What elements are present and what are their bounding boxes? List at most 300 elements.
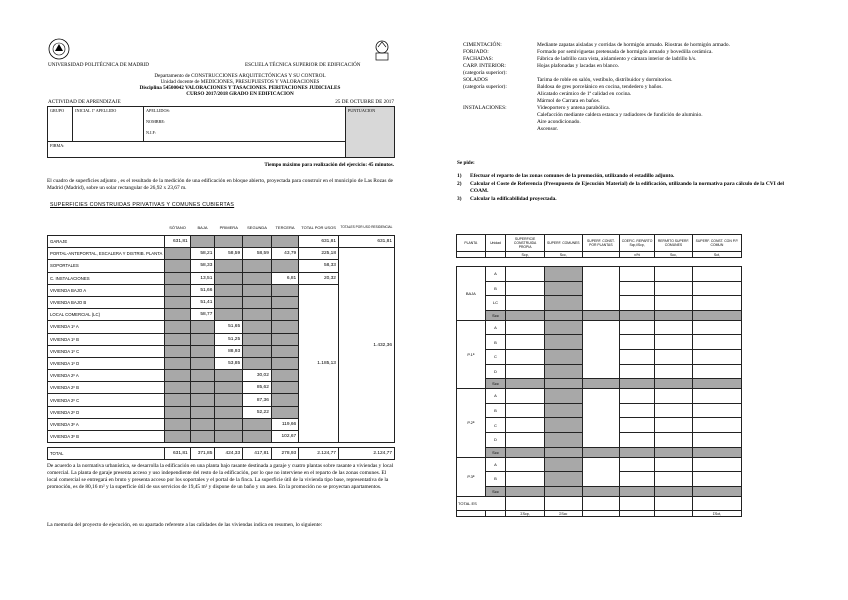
input-cell[interactable] [692,457,741,472]
value-cell [271,357,298,369]
foot-cell [457,511,486,517]
input-cell[interactable] [620,267,655,282]
input-cell[interactable] [582,310,619,320]
input-cell[interactable] [506,389,545,404]
total-cell: 2.124,77 [299,448,339,460]
spec-value: Calefacción mediante caldera estanca y radiadores de fundición de aluminio. [537,112,703,118]
spec-row [463,112,803,119]
input-cell[interactable] [582,486,619,496]
total-cell: 417,81 [243,448,272,460]
value-cell [165,394,190,406]
puntuacion-cell: PUNTUACION [345,107,394,158]
task-text: Calcular el Coste de Referencia (Presupuesto de Ejecución Material) de la edificación, utilizando la normativa para cálculo de la CVI del COAM. [470,181,784,194]
value-cell [243,431,272,443]
input-cell[interactable] [620,296,655,311]
value-cell: 43,79 [271,248,298,260]
input-cell[interactable] [692,472,741,487]
input-cell[interactable] [506,418,545,433]
header-row [457,235,742,252]
value-cell: 51,65 [215,321,243,333]
th-primera: PRIMERA [219,224,238,230]
input-cell[interactable] [692,389,741,404]
spec-value: Hojas plafonadas y lacadas en blanco. [537,63,620,69]
inicial-cell[interactable]: INICIAL 1º APELLIDO [73,107,144,142]
value-cell [215,394,243,406]
input-cell[interactable] [506,457,545,472]
value-cell: 88,93 [215,345,243,357]
surfaces-table [47,219,395,460]
row-label: VIVIENDA 2º B [48,382,165,394]
input-cell[interactable] [655,296,693,311]
time-note: Tiempo máximo para realización del ejercicio: 45 minutos. [264,162,394,168]
foot-cell [582,511,619,517]
unit-label: A [485,389,506,404]
unit-line: Unidad docente de MEDICIONES, PRESUPUESTOS Y VALORACIONES [160,79,320,85]
input-cell[interactable] [544,447,582,457]
value-cell [215,284,243,296]
task-item [457,173,803,180]
value-cell [243,333,272,345]
value-cell [271,345,298,357]
input-cell[interactable] [620,310,655,320]
unit-label: LC [485,296,506,311]
value-cell [165,248,190,260]
unit-cell: Scc, [655,252,693,258]
spec-key: INSTALACIONES: [463,105,507,111]
value-cell [165,272,190,284]
input-cell[interactable] [544,457,582,472]
spec-value: Aire acondicionado. [537,119,581,125]
residencial-total-cell: 1.432,36 [338,248,394,443]
table-row [457,389,742,404]
input-cell[interactable] [582,457,619,486]
total-cell: 2.124,77 [338,448,394,460]
value-cell [215,431,243,443]
spec-key: FACHADAS: [463,56,494,62]
input-cell[interactable] [506,379,545,389]
table-row [48,248,395,260]
value-cell [165,296,190,308]
total-cell: 631,81 [165,448,190,460]
total-cell[interactable] [620,496,655,511]
foot-cell [655,511,693,517]
input-cell[interactable] [692,403,741,418]
unit-cell: Sct, [692,252,741,258]
input-cell[interactable] [544,335,582,350]
row-label: VIVIENDA BAJO A [48,284,165,296]
input-cell[interactable] [620,389,655,404]
header-cell: SUPERF. COMUNES [544,235,582,252]
total-usos-cell: 631,81 [299,236,339,248]
input-cell[interactable] [506,281,545,296]
input-cell[interactable] [544,349,582,364]
planta-cell: P.3ª [457,457,486,496]
input-cell[interactable] [692,335,741,350]
input-cell[interactable] [655,310,693,320]
row-label: PORTAL-ANTEPORTAL, ESCALERA Y DISTRIB. PLANTA [48,248,165,260]
input-cell[interactable] [620,403,655,418]
row-label: SOPORTALES [48,260,165,272]
input-cell[interactable] [692,349,741,364]
total-cell[interactable] [692,496,741,511]
input-cell[interactable] [655,335,693,350]
value-cell: 53,85 [215,357,243,369]
value-cell: 58,33 [190,260,215,272]
input-cell[interactable] [620,432,655,447]
spec-value: Ascensor. [537,126,559,132]
task-item [457,181,803,195]
input-cell[interactable] [506,364,545,379]
row-label: VIVIENDA 2º C [48,394,165,406]
value-cell: 119,66 [271,418,298,430]
th-baja: BAJA [197,224,208,230]
spec-key: CIMENTACIÓN: [463,42,502,48]
spec-row [463,91,803,98]
row-label: LOCAL COMERCIAL (LC) [48,309,165,321]
row-label: C. INSTALACIONES [48,272,165,284]
input-cell[interactable] [620,335,655,350]
foot-cell [485,511,506,517]
header-cell: PLANTA [457,235,486,252]
input-cell[interactable] [582,447,619,457]
input-cell[interactable] [506,486,545,496]
row-label: VIVIENDA 3º A [48,418,165,430]
course-line: CURSO 2017/2018 GRADO EN EDIFICACION [186,91,294,97]
total-cell: 278,93 [271,448,298,460]
spec-row [463,77,803,84]
row-label: VIVIENDA BAJO B [48,296,165,308]
header-cell: SUPERF. CONST. POR PLANTAS [582,235,619,252]
input-cell[interactable] [544,418,582,433]
value-cell: 51,66 [190,284,215,296]
input-cell[interactable] [620,418,655,433]
nombre-field[interactable]: NOMBRE: [146,119,166,124]
value-cell [165,357,190,369]
input-cell[interactable] [692,320,741,335]
apellidos-cell[interactable]: APELLIDOS: NOMBRE: N.I.F: [144,107,346,142]
th-segunda: SEGUNDA [247,224,267,230]
spec-value: Alicatado cerámico de 1ª calidad en cocina. [537,91,632,97]
garaje-res-cell: 631,81 [338,236,394,248]
spec-value: Videoportero y antena parabólica. [537,105,611,111]
table-row [48,236,395,248]
spec-value: Formado por semiviguetas pretensada de hormigón armado y bovedilla cerámica. [537,49,713,55]
unit-label: Scc [485,379,506,389]
input-cell[interactable] [620,447,655,457]
input-cell[interactable] [692,379,741,389]
value-cell [243,272,272,284]
value-cell [165,418,190,430]
value-cell [165,309,190,321]
input-cell[interactable] [655,267,693,282]
value-cell: 58,59 [243,248,272,260]
value-cell [165,406,190,418]
input-cell[interactable] [544,432,582,447]
intro-paragraph: El cuadro de superficies adjunto , es el resultado de la medición de una edificación en bloque abierto, proyectada para construir en el municipio de Las Rozas de Madrid (Madrid), sobre un solar rectangular de 26,92 x 23,67 m. [47,178,393,191]
spec-row [463,63,803,70]
unit-label: C [485,349,506,364]
unit-label: C [485,418,506,433]
total-cell: 371,85 [190,448,215,460]
input-cell[interactable] [692,486,741,496]
input-cell[interactable] [582,267,619,311]
value-cell [190,321,215,333]
input-cell[interactable] [506,403,545,418]
input-cell[interactable] [544,364,582,379]
input-cell[interactable] [620,486,655,496]
input-cell[interactable] [544,379,582,389]
value-cell [243,418,272,430]
th-tercera: TERCERA [275,224,295,230]
input-cell[interactable] [655,320,693,335]
total-cell[interactable] [544,496,582,511]
value-cell [271,321,298,333]
school-name: ESCUELA TÉCNICA SUPERIOR DE EDIFICACIÓN [245,62,361,68]
input-cell[interactable] [655,349,693,364]
unit-label: A [485,267,506,282]
unit-cell: x/% [620,252,655,258]
table-row [457,447,742,457]
input-cell[interactable] [655,418,693,433]
unit-label: B [485,281,506,296]
input-cell[interactable] [692,447,741,457]
input-cell[interactable] [506,472,545,487]
total-cell[interactable] [655,496,693,511]
memory-paragraph: La memoria del proyecto de ejecución, en su apartado referente a las calidades de las viviendas indica en resumen, lo siguiente: [47,522,323,528]
value-cell [165,382,190,394]
th-sotano: SÓTANO [169,224,186,230]
value-cell [215,418,243,430]
tasks-list [457,173,803,204]
task-number: 2) [457,181,462,187]
row-label: VIVIENDA 1º B [48,333,165,345]
value-cell: 58,21 [190,248,215,260]
firma-cell[interactable]: FIRMA: [48,142,346,158]
total-usos-cell: 20,32 [299,272,339,284]
total-usos-cell: 58,33 [299,260,339,272]
input-cell[interactable] [506,335,545,350]
th-total-residencial: TOTALES POR USO RESIDENCIAL [340,225,393,229]
value-cell [215,309,243,321]
spec-row [463,105,803,112]
value-cell: 102,67 [271,431,298,443]
se-pide-heading: Se pide: [457,160,475,166]
input-cell[interactable] [692,267,741,282]
value-cell [271,296,298,308]
row-label: VIVIENDA 1º A [48,321,165,333]
value-cell: 85,62 [243,382,272,394]
grupo-cell[interactable]: GRUPO [48,107,73,142]
input-cell[interactable] [544,310,582,320]
unit-cell: Scc, [544,252,582,258]
table-row [457,267,742,282]
header-cell: REPARTO SUPERF. COMUNES [655,235,693,252]
value-cell [165,345,190,357]
task-text: Efectuar el reparto de las zonas comunes de la promoción, utilizando el estadillo adjunto. [470,173,675,179]
value-cell [190,345,215,357]
unit-label: Scc [485,447,506,457]
reparto-table [456,234,742,517]
value-cell [190,357,215,369]
value-cell [271,260,298,272]
input-cell[interactable] [620,320,655,335]
unit-label: Scc [485,310,506,320]
table-row [457,320,742,335]
value-cell [165,431,190,443]
unit-label: A [485,320,506,335]
input-cell[interactable] [544,267,582,282]
input-cell[interactable] [544,281,582,296]
spec-row [463,56,803,63]
university-name: UNIVERSIDAD POLITÉCNICA DE MADRID [48,62,150,68]
input-cell[interactable] [544,486,582,496]
value-cell [165,284,190,296]
value-cell [215,236,243,248]
input-cell[interactable] [506,310,545,320]
value-cell [215,382,243,394]
value-cell [190,418,215,430]
subject-line: Disciplina 54500042 VALORACIONES Y TASACIONES. PERITACIONES JUDICIALES [139,85,341,91]
input-cell[interactable] [544,472,582,487]
row-label: VIVIENDA 2º A [48,370,165,382]
input-cell[interactable] [655,486,693,496]
input-cell[interactable] [655,457,693,472]
input-cell[interactable] [544,296,582,311]
value-cell: 51,25 [215,333,243,345]
total-cell: 424,33 [215,448,243,460]
input-cell[interactable] [692,281,741,296]
spec-key: (categoría superior): [463,70,507,76]
value-cell [215,296,243,308]
input-cell[interactable] [620,281,655,296]
viviendas-total-cell: 1.185,13 [299,284,339,442]
input-cell[interactable] [692,364,741,379]
header-cell: SUPERF. CONST. CON P.P. COMUN [692,235,741,252]
foot-cell: ΣScc [544,511,582,517]
input-cell[interactable] [620,379,655,389]
task-item [457,196,803,203]
value-cell [243,296,272,308]
value-cell: 6,81 [271,272,298,284]
value-cell [271,382,298,394]
input-cell[interactable] [620,457,655,472]
header-cell: Unidad [485,235,506,252]
value-cell [271,406,298,418]
value-cell: 58,59 [215,248,243,260]
input-cell[interactable] [655,447,693,457]
input-cell[interactable] [582,320,619,378]
input-cell[interactable] [692,432,741,447]
input-cell[interactable] [655,379,693,389]
spec-value: Tarima de roble en salón, vestíbulo, distribuidor y dormitorios. [537,77,673,83]
unit-cell: Scp, [506,252,545,258]
totals-row [48,448,395,460]
value-cell [271,333,298,345]
input-cell[interactable] [582,389,619,447]
header-cell: SUPERFICIE CONSTRUIDA PROPIA [506,235,545,252]
input-cell[interactable] [506,432,545,447]
row-label: VIVIENDA 1º D [48,357,165,369]
foot-cell: ΣScp, [506,511,545,517]
table1-title: SUPERFICIES CONSTRUIDAS PRIVATIVAS Y COMUNES CUBIERTAS [50,202,235,208]
planta-cell: BAJA [457,267,486,321]
input-cell[interactable] [506,447,545,457]
spec-value: Fábrica de ladrillo cara vista, aislamiento y cámara interior de ladrillo h/s. [537,56,697,62]
task-number: 1) [457,173,462,179]
table-row [457,457,742,472]
value-cell [190,394,215,406]
value-cell: 87,36 [243,394,272,406]
value-cell [243,357,272,369]
total-cell[interactable] [506,496,545,511]
value-cell [243,309,272,321]
input-cell[interactable] [655,472,693,487]
spec-key: (categoría superior): [463,84,507,90]
input-cell[interactable] [544,389,582,404]
value-cell [190,333,215,345]
spec-value: Mármol de Carrara en baños. [537,98,601,104]
input-cell[interactable] [655,432,693,447]
nif-field[interactable]: N.I.F: [146,130,157,135]
totals-row [457,496,742,511]
activity-date: 25 DE OCTUBRE DE 2017 [335,99,394,105]
value-cell [190,431,215,443]
row-label: VIVIENDA 1º C [48,345,165,357]
value-cell [190,382,215,394]
value-cell [165,370,190,382]
value-cell: 51,41 [190,296,215,308]
input-cell[interactable] [506,320,545,335]
student-form [47,106,395,158]
spec-key: SOLADOS [463,77,488,83]
unit-label: B [485,403,506,418]
input-cell[interactable] [544,403,582,418]
input-cell[interactable] [655,364,693,379]
input-cell[interactable] [506,267,545,282]
total-usos-cell: 225,18 [299,248,339,260]
input-cell[interactable] [544,320,582,335]
row-label: GARAJE [48,236,165,248]
spec-value: Mediante zapatas aisladas y corridas de hormigón armado. Riostras de hormigón armado. [537,42,730,48]
input-cell[interactable] [620,349,655,364]
input-cell[interactable] [655,403,693,418]
spec-row [463,98,803,105]
value-cell: 30,02 [243,370,272,382]
input-cell[interactable] [692,296,741,311]
spec-row [463,84,803,91]
input-cell[interactable] [506,296,545,311]
value-cell [165,333,190,345]
spec-key: FORJADO: [463,49,489,55]
input-cell[interactable] [655,281,693,296]
value-cell [271,236,298,248]
value-cell [215,260,243,272]
spec-key: CARP. INTERIOR: [463,63,506,69]
input-cell[interactable] [506,349,545,364]
input-cell[interactable] [692,418,741,433]
total-cell[interactable] [582,496,619,511]
input-cell[interactable] [620,364,655,379]
th-total-usos: TOTAL POR USOS [301,224,336,230]
urban-paragraph: De acuerdo a la normativa urbanística, se desarrolla la edificación en una planta bajo rasante destinada a garaje y cuatro plantas sobre rasante a viviendas y local comercial. La planta de garaje presenta acceso y uso independiente del resto de la edificación, por lo que no interviene en el reparto de las zonas comunes. El local comercial se entregará en bruto y presenta acceso por los soportales y el portal de la finca. La superficie útil de la vivienda tipo base, representativa de la promoción, es de 80,16 m² y la superficie útil de sus servicios de 19,45 m² y dispone de un baño y un aseo. En la promoción no se proyectan apartamentos. [47,463,394,490]
value-cell [165,321,190,333]
row-label: VIVIENDA 3º B [48,431,165,443]
input-cell[interactable] [620,472,655,487]
input-cell[interactable] [692,310,741,320]
row-label: VIVIENDA 2º D [48,406,165,418]
input-cell[interactable] [582,379,619,389]
input-cell[interactable] [655,389,693,404]
